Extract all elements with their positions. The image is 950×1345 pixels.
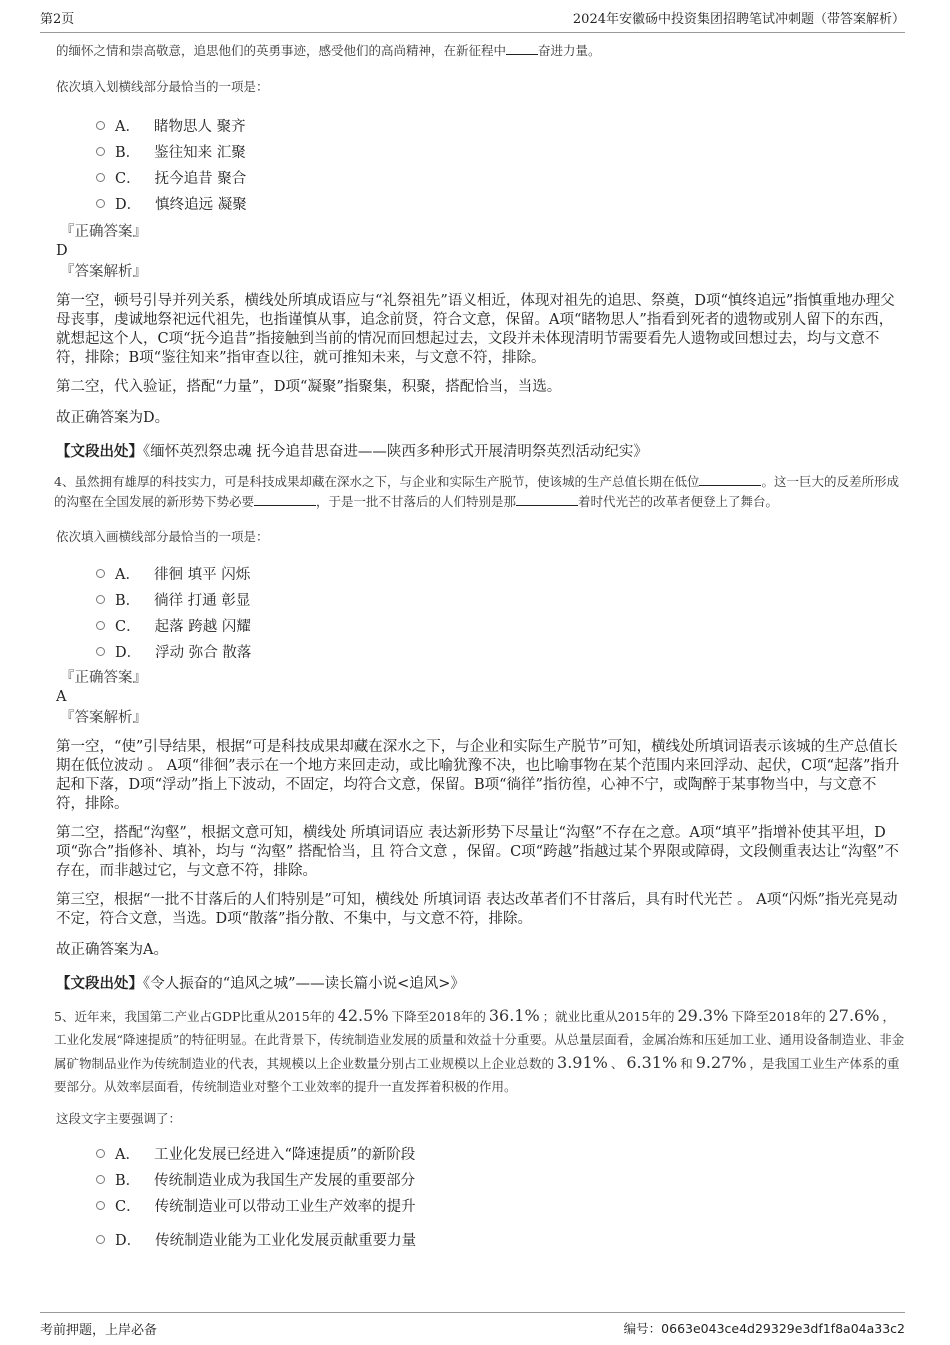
q3-blank [506, 42, 538, 55]
radio-icon[interactable] [96, 595, 105, 604]
q3-analysis-3: 故正确答案为D。 [56, 410, 170, 426]
page-footer [40, 1312, 905, 1341]
q3-options [56, 112, 905, 216]
document-title: 2024年安徽砀中投资集团招聘笔试冲刺题（带答案解析） [572, 12, 905, 27]
q5-option-b[interactable]: B． 传统制造业成为我国生产发展的重要部分 [56, 1166, 905, 1192]
q4-analysis-4: 故正确答案为A。 [56, 942, 168, 958]
q3-stem-tail: 的缅怀之情和崇高敬意，追思他们的英勇事迹，感受他们的高尚精神，在新征程中 奋进力量。 [56, 43, 601, 58]
q4-option-a[interactable]: A． 徘徊 填平 闪烁 [56, 560, 905, 586]
radio-icon[interactable] [96, 1175, 105, 1184]
q4-stem: 4、虽然拥有雄厚的科技实力，可是科技成果却藏在深水之下，与企业和实际生产脱节，使该城的生产总值长期在低位 。这一巨大的反差所形成的沟壑在全国发展的新形势下势必要 ，于是一批不甘落后的人们特别是那 着时代光芒的改革者便登上了舞台。 [54, 474, 899, 509]
q3-answer: D [56, 243, 68, 259]
q3-option-c[interactable]: C． 抚今追昔 聚合 [56, 164, 905, 190]
q4-option-c[interactable]: C． 起落 跨越 闪耀 [56, 612, 905, 638]
radio-icon[interactable] [96, 569, 105, 578]
q4-analysis-1: 第一空，“使”引导结果，根据“可是科技成果却藏在深水之下，与企业和实际生产脱节”可知，横线处所填词语表示该城的生产总值长期在低位波动 。 A项“徘徊”表示在一个地方来回走动，或比喻犹豫不决，也比喻事物在某个范围内来回浮动、起伏，C项“起落”指升起和下落，D项“浮动”指上下波动，不固定，均符合文意，保留。B项“徜徉”指彷徨，心神不宁，或陶醉于某事物当中，与文意不符，排除。 [56, 739, 900, 812]
q4-source: 【文段出处】《令人振奋的“追风之城”——读长篇小说<追风>》 [56, 975, 465, 992]
q3-answer-label: 『正确答案』 [60, 224, 147, 240]
radio-icon[interactable] [96, 621, 105, 630]
q3-analysis-2: 第二空，代入验证，搭配“力量”，D项“凝聚”指聚集，积聚，搭配恰当，当选。 [56, 379, 562, 395]
q3-option-d[interactable]: D． 慎终追远 凝聚 [56, 190, 905, 216]
q5-options [56, 1140, 905, 1252]
radio-icon[interactable] [96, 173, 105, 182]
radio-icon[interactable] [96, 1149, 105, 1158]
q3-analysis-1: 第一空，顿号引导并列关系，横线处所填成语应与“礼祭祖先”语义相近，体现对祖先的追思、祭奠，D项“慎终追远”指慎重地办理父母丧事，虔诚地祭祀远代祖先，也指谨慎从事，追念前贤，符合文意，保留。A项“睹物思人”指看到死者的遗物或别人留下的东西，就想起这个人，C项“抚今追昔”指接触到当前的情况而回想起过去，文段并未体现清明节需要看先人遗物或回想过去，均与文意不符，排除；B项“鉴往知来”指审查以往，就可推知未来，与文意不符，排除。 [56, 293, 895, 366]
value-metal-share: 3.91% [557, 1053, 608, 1072]
value-2018-employment-share: 27.6% [828, 1006, 880, 1025]
q3-option-b[interactable]: B． 鉴往知来 汇聚 [56, 138, 905, 164]
q5-prompt: 这段文字主要强调了： [56, 1111, 182, 1126]
document-id: 编号：0663e043ce4d29329e3df1f8a04a33c2 [623, 1321, 905, 1336]
radio-icon[interactable] [96, 199, 105, 208]
value-2015-gdp-share: 42.5% [337, 1006, 389, 1025]
q4-answer: A [56, 689, 67, 705]
value-2018-gdp-share: 36.1% [488, 1006, 540, 1025]
q4-analysis-2: 第二空，搭配“沟壑”，根据文意可知，横线处 所填词语应 表达新形势下尽量让“沟壑”不存在之意。A项“填平”指增补使其平坦，D项“弥合”指修补、填补，均与 “沟壑” 搭配恰当，且 符合文意 ，保留。C项“跨越”指越过某个界限或障碍，文段侧重表达让“沟壑”不存在，而非越过它，与文意不符，排除。 [56, 825, 899, 879]
q5-stem: 5、近年来，我国第二产业占GDP比重从2015年的 42.5% 下降至2018年的 36.1% ；就业比重从2015年的 29.3% 下降至2018年的 27.6% ，工业化发展“降速提质”的特征明显。在此背景下，传统制造业发展的质量和效益十分重要。从总量层面看，金属冶炼和压延加工业、通用设备制造业、非金属矿物制品业作为传统制造业的代表，其规模以上企业数量分别占工业规模以上企业总数的 3.91% 、 6.31% 和 9.27% ，是我国工业生产体系的重要部分。从效率层面看，传统制造业对整个工业效率的提升一直发挥着积极的作用。 [54, 1006, 905, 1094]
q4-analysis-label: 『答案解析』 [60, 710, 147, 726]
q5-option-c[interactable]: C． 传统制造业可以带动工业生产效率的提升 [56, 1192, 905, 1218]
value-equipment-share: 6.31% [626, 1053, 678, 1072]
page-header [40, 8, 905, 33]
q4-analysis-3: 第三空，根据“一批不甘落后的人们特别是”可知，横线处 所填词语 表达改革者们不甘落后，具有时代光芒 。 A项“闪烁”指光亮晃动不定，符合文意，当选。D项“散落”指分散、不集中，与文意不符，排除。 [56, 892, 898, 927]
q4-blank-3 [516, 493, 578, 506]
q4-answer-label: 『正确答案』 [60, 670, 147, 686]
page-number: 第2页 [40, 12, 75, 27]
q3-prompt: 依次填入划横线部分最恰当的一项是： [56, 79, 269, 94]
radio-icon[interactable] [96, 147, 105, 156]
radio-icon[interactable] [96, 1201, 105, 1210]
q4-prompt: 依次填入画横线部分最恰当的一项是： [56, 529, 269, 544]
q4-blank-2 [254, 493, 316, 506]
q3-source: 【文段出处】《缅怀英烈祭忠魂 抚今追昔思奋进——陕西多种形式开展清明祭英烈活动纪实》 [56, 443, 648, 460]
q5-option-a[interactable]: A． 工业化发展已经进入“降速提质”的新阶段 [56, 1140, 905, 1166]
q5-option-d[interactable]: D． 传统制造业能为工业化发展贡献重要力量 [56, 1226, 905, 1252]
value-mineral-share: 9.27% [695, 1053, 747, 1072]
radio-icon[interactable] [96, 647, 105, 656]
footer-slogan: 考前押题，上岸必备 [40, 1322, 158, 1338]
q4-blank-1 [699, 473, 761, 486]
q3-option-a[interactable]: A． 睹物思人 聚齐 [56, 112, 905, 138]
q4-option-b[interactable]: B． 徜徉 打通 彰显 [56, 586, 905, 612]
radio-icon[interactable] [96, 1235, 105, 1244]
q4-options [56, 560, 905, 664]
q4-option-d[interactable]: D． 浮动 弥合 散落 [56, 638, 905, 664]
value-2015-employment-share: 29.3% [677, 1006, 729, 1025]
radio-icon[interactable] [96, 121, 105, 130]
q3-analysis-label: 『答案解析』 [60, 264, 147, 280]
content [56, 38, 905, 1252]
